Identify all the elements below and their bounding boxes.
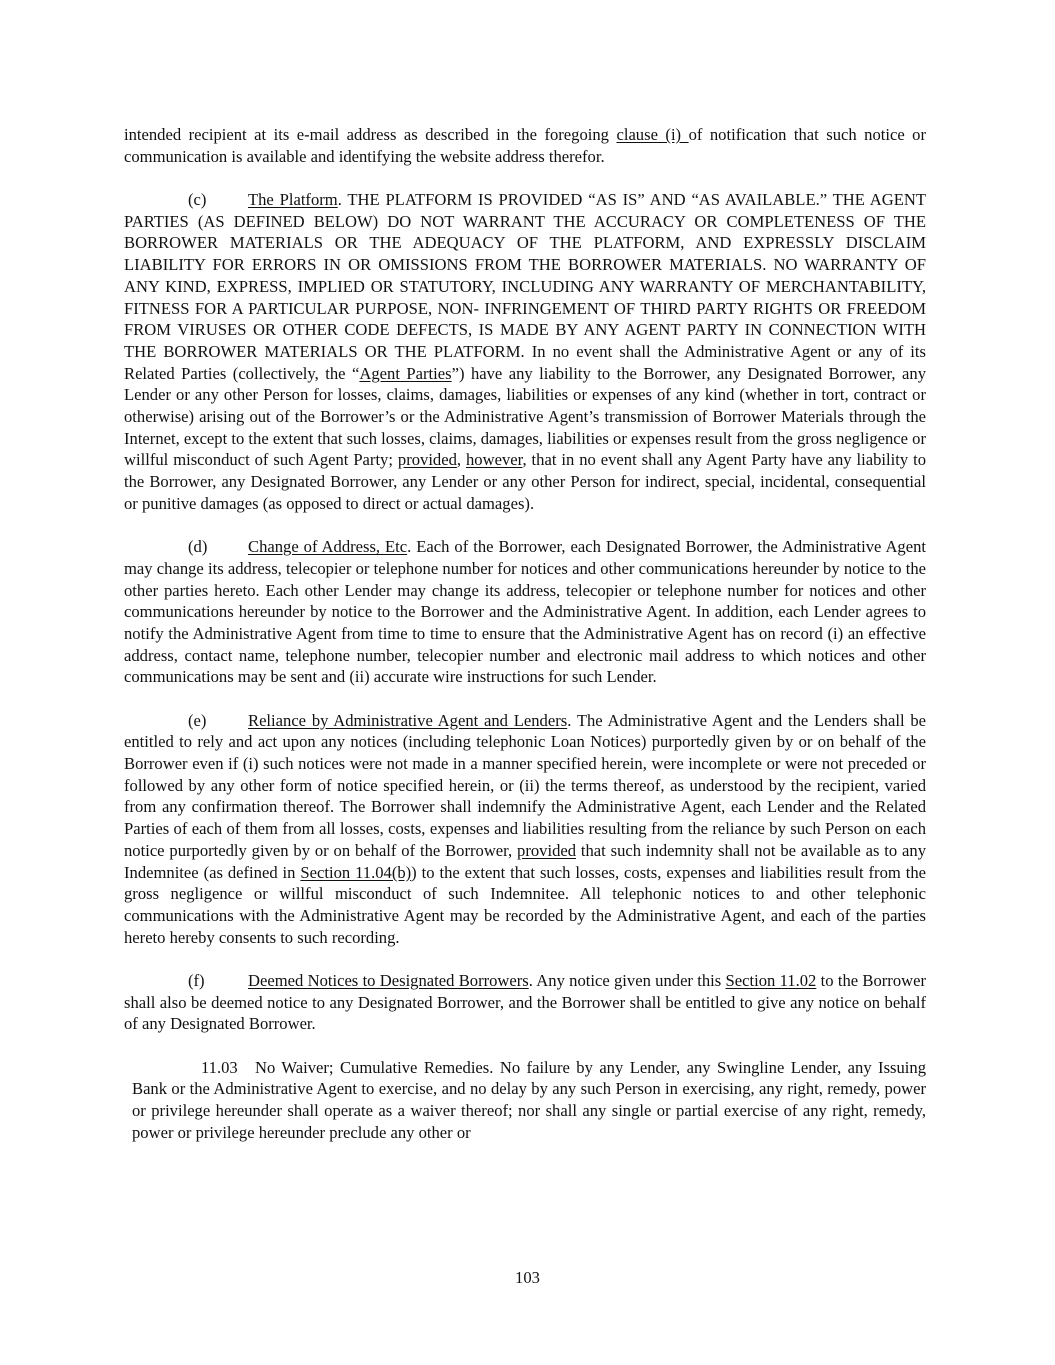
section-number: 11.03 bbox=[201, 1057, 238, 1077]
section-11-03-text: No Waiver; Cumulative Remedies. No failure by any Lender, any Swingline Lender, any Issuing Bank or the Administrative Agent to exercise, and no delay by any such Person in exercising, any right, remedy, power or privilege hereunder shall operate as a waiver thereof; nor shall any single or partial exercise of any right, remedy, power or privilege hereunder preclude any other or bbox=[132, 1057, 926, 1142]
page-number: 103 bbox=[515, 1268, 540, 1287]
comma: , bbox=[456, 450, 466, 470]
paragraph-f bbox=[124, 970, 926, 1035]
paragraph-d bbox=[124, 536, 926, 688]
clause-reference-link: clause (i) bbox=[616, 125, 689, 144]
paragraph-c-text-3: , that in no event shall any Agent Party have any liability to the Borrower, any Designated Borrower, any Lender or any other Person for indirect, special, incidental, consequential or punitive damages (as opposed to direct or actual damages). bbox=[124, 450, 926, 513]
paragraph-f-text-2: to the Borrower shall also be deemed notice to any Designated Borrower, and the Borrower shall be entitled to give any notice on behalf of any Designated Borrower. bbox=[124, 970, 926, 1034]
section-reference-11-02: Section 11.02 bbox=[725, 970, 817, 990]
intro-text: intended recipient at its e-mail address as described in the foregoing bbox=[124, 125, 617, 144]
intro-text-continued: of notification that such notice or communication is available and identifying the website address therefor. bbox=[124, 125, 927, 166]
paragraph-e-text-3: ) to the extent that such losses, costs, expenses and liabilities result from the gross negligence or willful misconduct of such Indemnitee. All telephonic notices to and other telephonic communications with the Administrative Agent may be recorded by the Administrative Agent, and each of the parties hereto hereby consents to such recording. bbox=[124, 862, 926, 947]
paragraph-d-label: (d) bbox=[188, 537, 208, 557]
paragraph-e-label: (e) bbox=[188, 710, 207, 730]
section-reference-11-04b: Section 11.04(b) bbox=[300, 862, 412, 882]
paragraph-d-text: . Each of the Borrower, each Designated Borrower, the Administrative Agent may change its address, telecopier or telephone number for notices and other communications hereunder by notice to the other parties hereto. Each other Lender may change its address, telecopier or telephone number for notices and other communications hereunder by notice to the Borrower and the Administrative Agent. In addition, each Lender agrees to notify the Administrative Agent from time to time to ensure that the Administrative Agent has on record (i) an effective address, contact name, telephone number, telecopier number and electronic mail address to which notices and other communications may be sent and (ii) accurate wire instructions for such Lender. bbox=[124, 537, 926, 687]
intro-paragraph bbox=[124, 124, 926, 167]
defined-term-agent-parties: Agent Parties bbox=[359, 363, 452, 383]
paragraph-f-label: (f) bbox=[188, 970, 205, 990]
paragraph-e-text: . The Administrative Agent and the Lenders shall be entitled to rely and act upon any notices (including telephonic Loan Notices) purportedly given by or on behalf of the Borrower even if (i) such notices were not made in a manner specified herein, were incomplete or were not preceded or followed by any other form of notice specified herein, or (ii) the terms thereof, as understood by the recipient, varied from any confirmation thereof. The Borrower shall indemnify the Administrative Agent, each Lender and the Related Parties of each of them from all losses, costs, expenses and liabilities resulting from the reliance by such Person on each notice purportedly given by or on behalf of the Borrower, bbox=[124, 710, 927, 860]
section-11-03 bbox=[124, 1057, 926, 1144]
paragraph-e-heading: Reliance by Administrative Agent and Lenders bbox=[248, 710, 568, 730]
paragraph-f-text: . Any notice given under this bbox=[528, 970, 726, 990]
paragraph-c-label: (c) bbox=[188, 190, 207, 209]
paragraph-e-text-2: that such indemnity shall not be available as to any Indemnitee (as defined in bbox=[124, 840, 926, 882]
document-page bbox=[124, 124, 926, 1144]
paragraph-d-heading: Change of Address, Etc bbox=[248, 537, 408, 557]
paragraph-c-text-2: ”) have any liability to the Borrower, any Designated Borrower, any Lender or any other Person for losses, claims, damages, liabilities or expenses of any kind (whether in tort, contract or otherwise) arising out of the Borrower’s or the Administrative Agent’s transmission of Borrower Materials through the Internet, except to the extent that such losses, claims, damages, liabilities or expenses result from the gross negligence or willful misconduct of such Agent Party; bbox=[124, 363, 926, 470]
paragraph-c-heading: The Platform bbox=[248, 190, 338, 209]
paragraph-c-text: . THE PLATFORM IS PROVIDED “AS IS” AND “AS AVAILABLE.” THE AGENT PARTIES (AS DEFINED BELOW) DO NOT WARRANT THE ACCURACY OR COMPLETENESS OF THE BORROWER MATERIALS OR THE ADEQUACY OF THE PLATFORM, AND EXPRESSLY DISCLAIM LIABILITY FOR ERRORS IN OR OMISSIONS FROM THE BORROWER MATERIALS. NO WARRANTY OF ANY KIND, EXPRESS, IMPLIED OR STATUTORY, INCLUDING ANY WARRANTY OF MERCHANTABILITY, FITNESS FOR A PARTICULAR PURPOSE, NON- INFRINGEMENT OF THIRD PARTY RIGHTS OR FREEDOM FROM VIRUSES OR OTHER CODE DEFECTS, IS MADE BY ANY AGENT PARTY IN CONNECTION WITH THE BORROWER MATERIALS OR THE PLATFORM. In no event shall the Administrative Agent or any of its Related Parties (collectively, the “ bbox=[124, 190, 926, 383]
provided-term: provided bbox=[397, 450, 457, 470]
provided-term: provided bbox=[517, 840, 577, 860]
paragraph-c bbox=[124, 189, 926, 515]
paragraph-f-heading: Deemed Notices to Designated Borrowers bbox=[248, 970, 529, 990]
however-term: however bbox=[466, 450, 523, 470]
paragraph-e bbox=[124, 710, 926, 949]
